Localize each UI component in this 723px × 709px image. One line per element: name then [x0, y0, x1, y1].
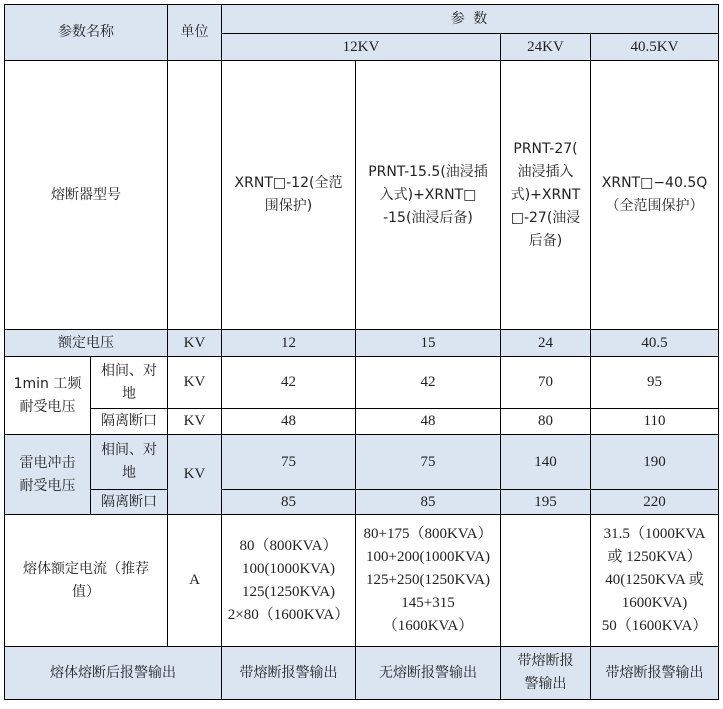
row-alarm-output [5, 647, 719, 700]
power-freq-phase-24kv: 70 [501, 357, 591, 409]
header-40-5kv: 40.5KV [591, 34, 719, 61]
lightning-phase-12kv-b: 75 [356, 435, 501, 490]
header-unit: 单位 [168, 5, 222, 61]
lightning-isolation-24kv: 195 [501, 490, 591, 515]
row-power-freq-isolation [5, 409, 719, 435]
row-power-freq-phase [5, 357, 719, 409]
lightning-sub-phase: 相间、对 地 [91, 435, 168, 490]
lightning-phase-24kv: 140 [501, 435, 591, 490]
power-freq-isolation-12kv-b: 48 [356, 409, 501, 435]
lightning-phase-12kv-a: 75 [222, 435, 356, 490]
alarm-12kv-b: 无熔断报警输出 [356, 647, 501, 700]
rated-current-unit: A [168, 515, 222, 647]
fuse-spec-table [4, 4, 719, 700]
rated-current-label: 熔体额定电流（推荐 值） [5, 515, 168, 647]
power-freq-isolation-24kv: 80 [501, 409, 591, 435]
power-freq-label: 1min 工频 耐受电压 [5, 357, 91, 435]
power-freq-isolation-12kv-a: 48 [222, 409, 356, 435]
lightning-isolation-12kv-b: 85 [356, 490, 501, 515]
header-24kv: 24KV [501, 34, 591, 61]
lightning-label: 雷电冲击 耐受电压 [5, 435, 91, 515]
fuse-model-label: 熔断器型号 [5, 61, 168, 330]
power-freq-sub-phase: 相间、对 地 [91, 357, 168, 409]
row-rated-voltage [5, 330, 719, 357]
power-freq-isolation-40-5kv: 110 [591, 409, 719, 435]
fuse-model-24kv: PRNT-27( 油浸插入 式)+XRNT □-27(油浸 后备) [501, 61, 591, 330]
power-freq-phase-12kv-a: 42 [222, 357, 356, 409]
power-freq-unit-isolation: KV [168, 409, 222, 435]
lightning-phase-40-5kv: 190 [591, 435, 719, 490]
rated-voltage-40-5kv: 40.5 [591, 330, 719, 357]
row-lightning-isolation [5, 490, 719, 515]
power-freq-phase-12kv-b: 42 [356, 357, 501, 409]
row-lightning-phase [5, 435, 719, 490]
rated-current-40-5kv: 31.5（1000KVA 或 1250KVA） 40(1250KVA 或 1600KVA) 50（1600KVA） [591, 515, 719, 647]
fuse-model-12kv-a: XRNT□-12(全范 围保护) [222, 61, 356, 330]
power-freq-sub-isolation: 隔离断口 [91, 409, 168, 435]
alarm-12kv-a: 带熔断报警输出 [222, 647, 356, 700]
fuse-model-12kv-b: PRNT-15.5(油浸插 入式)+XRNT□ -15(油浸后备) [356, 61, 501, 330]
header-params: 参 数 [222, 5, 719, 34]
rated-voltage-12kv-a: 12 [222, 330, 356, 357]
alarm-24kv: 带熔断报 警输出 [501, 647, 591, 700]
power-freq-unit-phase: KV [168, 357, 222, 409]
fuse-model-unit [168, 61, 222, 330]
alarm-label: 熔体熔断后报警输出 [5, 647, 222, 700]
rated-voltage-unit: KV [168, 330, 222, 357]
rated-voltage-label: 额定电压 [5, 330, 168, 357]
header-12kv: 12KV [222, 34, 501, 61]
lightning-sub-isolation: 隔离断口 [91, 490, 168, 515]
row-rated-current [5, 515, 719, 647]
lightning-unit: KV [168, 435, 222, 515]
rated-voltage-12kv-b: 15 [356, 330, 501, 357]
row-fuse-model [5, 61, 719, 330]
header-param-name: 参数名称 [5, 5, 168, 61]
power-freq-phase-40-5kv: 95 [591, 357, 719, 409]
fuse-model-40-5kv: XRNT□−40.5Q （全范围保护） [591, 61, 719, 330]
alarm-40-5kv: 带熔断报警输出 [591, 647, 719, 700]
rated-current-12kv-a: 80（800KVA） 100(1000KVA) 125(1250KVA) 2×80（1600KVA） [222, 515, 356, 647]
lightning-isolation-40-5kv: 220 [591, 490, 719, 515]
rated-current-12kv-b: 80+175（800KVA） 100+200(1000KVA) 125+250(1250KVA) 145+315 （1600KVA） [356, 515, 501, 647]
rated-voltage-24kv: 24 [501, 330, 591, 357]
rated-current-24kv [501, 515, 591, 647]
lightning-isolation-12kv-a: 85 [222, 490, 356, 515]
